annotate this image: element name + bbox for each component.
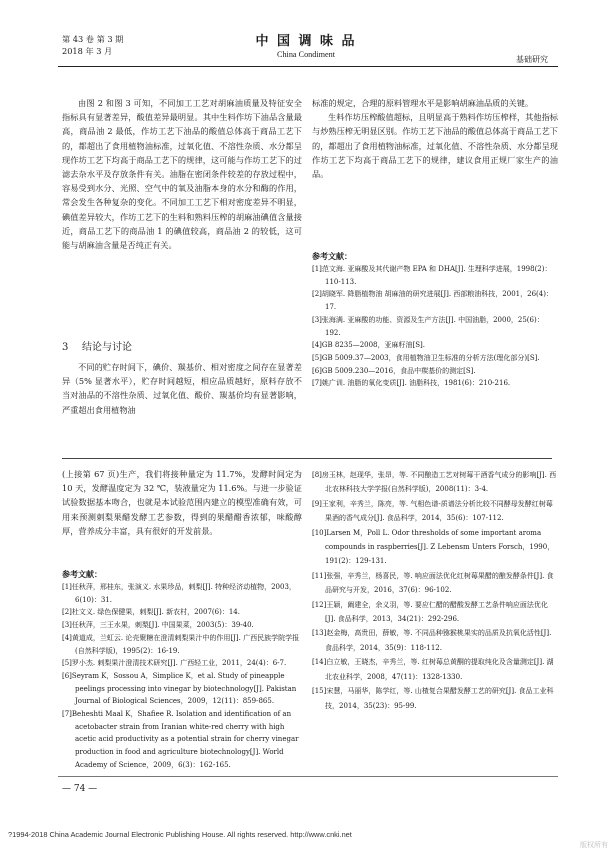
- section-number: 3: [62, 342, 69, 353]
- reference-item: [9]王家利，辛秀兰，陈亮，等. 气相色谱-质谱法分析比较不同酵母发酵红树莓果酒的香气成分[J]. 食品科学，2014，35(6)：107-112.: [312, 499, 553, 523]
- conclusion-paragraph: 不同的贮存时间下，碘价、羰基价、相对密度之间存在显著差异（5% 显著水平），贮存时间越短，相应品质越好，原料存放不当对油品的不溶性杂质、过氧化值、酸价、羰基价均有显著影响，严重超出食用植物油: [62, 362, 302, 415]
- reference-item: [2]胡晓军. 降脂植物油 胡麻油的研究进展[J]. 西部粮油科技，2001，26(4)：17.: [312, 290, 553, 312]
- section-label: 基础研究: [516, 55, 548, 64]
- reference-item: [11]张强，辛秀兰，杨喜民，等. 响应面法优化红树莓果醋的酿发酵条件[J]. 食品研究与开发，2016，37(6)：96-102.: [312, 571, 554, 595]
- references-top: [312, 250, 558, 390]
- recommendation-paragraph: 生料作坊压榨酸值超标，且明显高于熟料作坊压榨样，其他指标与炒熟压榨无明显区别。作坊工艺下油品的酸值总体高于商品工艺下的，都超出了食用植物油标准，过氧化值、不溶性杂质、水分都呈现作坊工艺下均高于商品工艺下的规律，建议食用正规厂家生产的油品。: [312, 112, 558, 180]
- bottom-left-column: [62, 467, 302, 538]
- references-title: 参考文献：: [312, 251, 352, 261]
- reference-item: [3]任秋萍，三王水果，刺梨[J]. 中国果菜，2003(5)：39-40.: [62, 621, 254, 630]
- reference-item: [6]GB 5009.230—2016，食品中羰基价的测定[S].: [312, 366, 476, 375]
- reference-item: [5]罗小杰. 刺梨果汁澄清技术研究[J]. 广西轻工业，2011，24(4)：6-7.: [62, 659, 287, 668]
- reference-item: [3]张海满. 亚麻酸的功能、资源及生产方法[J]. 中国油脂，2000，25(6)：192.: [312, 315, 544, 337]
- reference-item: [8]房玉林，赵现华，张昂，等. 不同酿造工艺对树莓干酒香气成分的影响[J]. 西北农林科技大学学报(自然科学版)，2008(11)：3-4.: [312, 471, 557, 494]
- references-bottom-right: [312, 468, 558, 713]
- header-rule: [58, 66, 558, 67]
- reference-item: [4]黄道成，兰虹云. 论壳聚糖在澄清刺梨果汁中的作用[J]. 广西民族学院学报(自然科学版)，1995(2)：16-19.: [62, 633, 300, 655]
- continued-paragraph: (上接第 67 页)生产，我们将接种量定为 11.7%，发酵时间定为 10 天，发酵温度定为 32 ℃，装液量定为 11.6%。与进一步验证试验数据基本吻合，也就是本试验范围内建立的模型准确有效，可用来预测刺梨果醋发酵工艺参数，得到的果醋醋香浓郁，味酸醇厚，营养成分丰富，具有很好的开发前景。: [62, 469, 302, 536]
- journal-title-en: China Condiment: [277, 50, 335, 59]
- reference-item: [14]白立敏，王晓杰，辛秀兰，等. 红树莓总黄酮的提取纯化及含量测定[J]. 湖北农业科学，2008，47(11)：1328-1330.: [312, 658, 554, 681]
- references-bottom-left: [62, 568, 302, 772]
- date-line: 2018 年 3 月: [62, 46, 113, 56]
- reference-item: [13]赵金梅，高贵田，薛敏，等. 不同品种猕猴桃果实的品质及抗氧化活性[J]. 食品科学，2014，35(9)：118-112.: [312, 629, 552, 652]
- reference-list: [312, 263, 558, 390]
- reference-item: [5]GB 5009.37—2003，食用植物油卫生标准的分析方法(理化部分)[S].: [312, 353, 540, 362]
- conclusion-column: [62, 360, 302, 417]
- top-right-column: [312, 96, 558, 181]
- reference-item: [1]任秋萍，邢桂东，张演义. 水果珍品，刺梨[J]. 特种经济动植物，2003，6(10)：31.: [62, 583, 296, 604]
- reference-list: [62, 581, 302, 772]
- footer-rule: [58, 776, 558, 777]
- reference-item: [2]杜文义. 绿色保健果，刺梨[J]. 新农村，2007(6)：14.: [62, 608, 240, 617]
- volume-line: 第 43 卷 第 3 期: [62, 34, 124, 44]
- reference-item: [12]王颖，阚建全，余义羽，等. 要应仁醋的醋酸发酵工艺条件响应面法优化[J]. 食品科学，2013，34(21)：292-296.: [312, 600, 548, 624]
- section-title: 结论与讨论: [82, 342, 132, 353]
- results-paragraph: 由图 2 和图 3 可知，不同加工工艺对胡麻油质量及特征安全指标具有显著差异，酸值差异最明显。其中生料作坊下油品含量最高，商品油 2 最低，作坊工艺下油品的酸值总体高于商品工艺下的，都超出了食用植物油标准，过氧化值、不溶性杂质、水分都呈现作坊工艺下均高于商品工艺下的规律，这可能与作坊工艺下的过滤去杂水平及存放条件有关。油脂在密闭条件较差的存放过程中，容易受到水分、光照、空气中的氧及油脂本身的水分和酶的作用，常会发生各种复杂的变化。不同加工工艺下相对密度差异不明显，碘值差异较大，作坊工艺下的生料和熟料压榨的胡麻油碘值含量接近，商品工艺下的商品油 1 的碘值较高，商品油 2 的较低，这可能与胡麻油含量是否纯正有关。: [62, 98, 302, 251]
- references-title: 参考文献：: [62, 569, 102, 579]
- reference-item: [15]宋慧，马丽华，陈学红，等. 山楂复合果醋发酵工艺的研究[J]. 食品工业科技，2014，35(23)：95-99.: [312, 687, 554, 710]
- reference-item: [7]姚广训. 油脂的氧化变质[J]. 油脂科技，1981(6)：210-216.: [312, 379, 511, 388]
- section-heading: [62, 338, 302, 353]
- reference-item: [1]范文海. 亚麻酸及其代谢产物 EPA 和 DHA[J]. 生理科学进展，1998(2)：110-113.: [312, 265, 552, 286]
- journal-title-cn: 中 国 调 味 品: [255, 34, 357, 49]
- reference-list: [312, 468, 558, 713]
- reference-item: [6]Seyram K，Sossou A，Simplice K，et al. Study of pineapple peelings processing into vinegar by biotechnology[J]. Pakistan Journal of Biological Sciences，2009，12(11)：859-865.: [62, 671, 297, 706]
- watermark-text: 版权所有: [580, 842, 608, 849]
- reference-item: [10]Larsen M，Poll L. Odor thresholds of some important aroma compounds in raspberries[J]. Z Lebensm Unters Forsch，1990，191(2)：129-131.: [312, 528, 555, 566]
- top-left-column: [62, 96, 302, 252]
- continuation-paragraph: 标准的规定，合理的原料管理水平是影响胡麻油品质的关键。: [312, 98, 534, 108]
- reference-item: [7]Beheshti Maal K，Shafiee R. Isolation and identification of an acetobacter strain from Iranian white-red cherry with high acetic acid productivity as a potential strain for cherry vinegar production in food and agriculture biotechnology[J]. World Academy of Science，2009，6(3)：162-165.: [62, 710, 299, 769]
- copyright-line: ?1994-2018 China Academic Journal Electronic Publishing House. All rights reserved. http://www.cnki.net: [8, 830, 352, 839]
- article-divider: [62, 458, 552, 459]
- reference-item: [4]GB 8235—2008，亚麻籽油[S].: [312, 341, 425, 350]
- page-number: — 74 —: [62, 784, 98, 794]
